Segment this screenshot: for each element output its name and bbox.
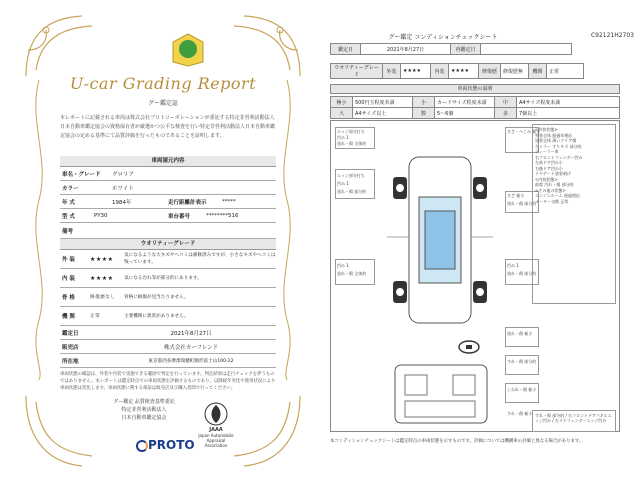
- spec-row-color: カラー ホワイト: [60, 181, 276, 195]
- car-top-view-icon: [385, 147, 495, 333]
- certificate-subtitle: グー鑑定証: [147, 100, 178, 107]
- corner-flourish-bottom-left-icon: [22, 392, 112, 472]
- specs-section-title: 車両諸元内容: [60, 156, 276, 167]
- sheet-footer-note: 本コンディションチェックシートは鑑定時点の車両状態を示すものです。評価については機構車の評価と異なる場合があります。: [330, 439, 584, 444]
- corner-flourish-top-right-icon: [214, 10, 304, 80]
- corner-flourish-top-left-icon: [22, 10, 112, 80]
- condition-check-sheet: [318, 0, 640, 480]
- damage-size-legend-table: 極小 500円玉程度未満 小 カードサイズ程度未満 中 A4サイズ程度未満 大 A4サイズ以上 数 5〜6個 多 7個以上: [330, 96, 620, 119]
- sheet-title: グー鑑定 コンディションチェックシート: [388, 34, 498, 41]
- spec-row-remarks: 備考: [60, 223, 276, 239]
- proto-logo-icon: [136, 440, 148, 452]
- certificate-disclaimer: 車両状態の確認は、外装や内装で実施できる範囲で判定を行っています。判定結果は走行チェックを伴うものではありません。本レポートは鑑定時点での車両状態を評価するものであり、以降経年劣化や使用状況により車両状態は変化します。車両状態に関する保証は販売店及び購入者間で行ってください。: [60, 372, 276, 391]
- jaaa-emblem-icon: [204, 402, 228, 426]
- association-signature: グー鑑定 品質検査基準委託 特定非営利活動法人 日本自動車鑑定協会: [113, 399, 175, 421]
- steering-wheel-icon: [457, 339, 481, 355]
- quality-grade-table: ウオリティーグレード 外装 ★★★★ 内装 ★★★★ 修復歴 修復歴無 機関 正常: [330, 63, 584, 79]
- damage-box-interior-2: [505, 355, 539, 375]
- car-interior-seats-icon: [391, 361, 491, 427]
- cert-row-shop: 販売店 株式会社カーフレンド: [60, 340, 276, 354]
- spec-row-type: 型 式 PY30 車台番号 ********516: [60, 209, 276, 223]
- cert-row-address: 所在地 東京都西多摩郡瑞穂町駒形富士山100-22: [60, 354, 276, 368]
- goo-kantei-logo: [170, 32, 206, 68]
- condition-notes-box: <外装状態> 外装全体 経過年相応 塗装全体 薄いクリア傷 左ミラー すりキズ 部分的 ディーラー車 右フロントフェンダー凹み 左前ドア凹み小 右後ドア凹み小 リヤゲート塗装剥げ <内装状態> 前席 汚れ・傷 部分的 <その他の状態> エンジンルーム 経過相応 メーター交換 正常: [532, 124, 616, 304]
- grade-row-engine: 機 関 正常 主要機関に異常がありません。: [60, 307, 276, 326]
- certificate-intro: 本レポートに記載される車両は株式会社プロトコーポレーションが委託する特定非営利活動法人日本自動車鑑定協会の資格保有者が厳選かつ公平な検査を行い特定非営利活動法人日本自動車鑑定協会の定める基準にて品質評価を行ったものであることを証明します。: [60, 115, 276, 139]
- jaaa-seal: JAAA Japan Automobile Appraisal Association: [198, 402, 234, 448]
- vehicle-specs-table: [60, 156, 276, 392]
- damage-box-interior-3: [505, 383, 539, 403]
- certificate-title: U-car Grading Report: [69, 74, 257, 93]
- vehicle-damage-diagram: エッジ部分打ち 凹み 1 塗れ・傷 全体的 エッジ部分打ち 凹み 1 塗れ・傷 部分的 さざ・へこみ 極小 さざ 極小 塗れ・傷 部分的 凹み 1 塗れ・傷 全体的 凹み 1 塗れ・傷 部分的 塗れ・傷 極小 すれ・傷 部分的 しわれ・傷 極小 すれ・傷 極小: [330, 120, 620, 432]
- grade-row-frame: 骨 格 修復歴なし 骨格に損傷が見当たりません。: [60, 288, 276, 307]
- border-flourish-left-icon: [24, 80, 54, 380]
- quality-grade-title: ウオリティーグレード: [60, 239, 276, 250]
- grade-row-exterior: 外 装 ★★★★ 気になるような大キズやヘコミは補修済みですが、小さなキズやヘコミは残っています。: [60, 250, 276, 269]
- grading-certificate: [22, 10, 304, 472]
- condition-notes-box-bottom: すれ・傷 部分的 / 右フロントドアパネルエッジ凹み / 右リヤフェンダーエッジ凹み: [532, 410, 616, 432]
- sheet-code: C92121H2703: [590, 32, 634, 39]
- border-flourish-right-icon: [272, 80, 302, 380]
- inspection-date-table: 鑑定日 2021年8月27日 再鑑定日: [330, 43, 572, 55]
- proto-logo-text: PROTO: [148, 438, 195, 452]
- legend-title: 車両状態の説明: [330, 84, 620, 94]
- spec-row-year: 年 式 1984年 走行距離計表示 *****: [60, 195, 276, 209]
- cert-row-date: 鑑定日 2021年8月27日: [60, 326, 276, 340]
- spec-row-model: 車名・グレード グロリア: [60, 167, 276, 181]
- grade-row-interior: 内 装 ★★★★ 気になる汚れ等が部分的にあります。: [60, 269, 276, 288]
- damage-box-interior-1: [505, 327, 539, 347]
